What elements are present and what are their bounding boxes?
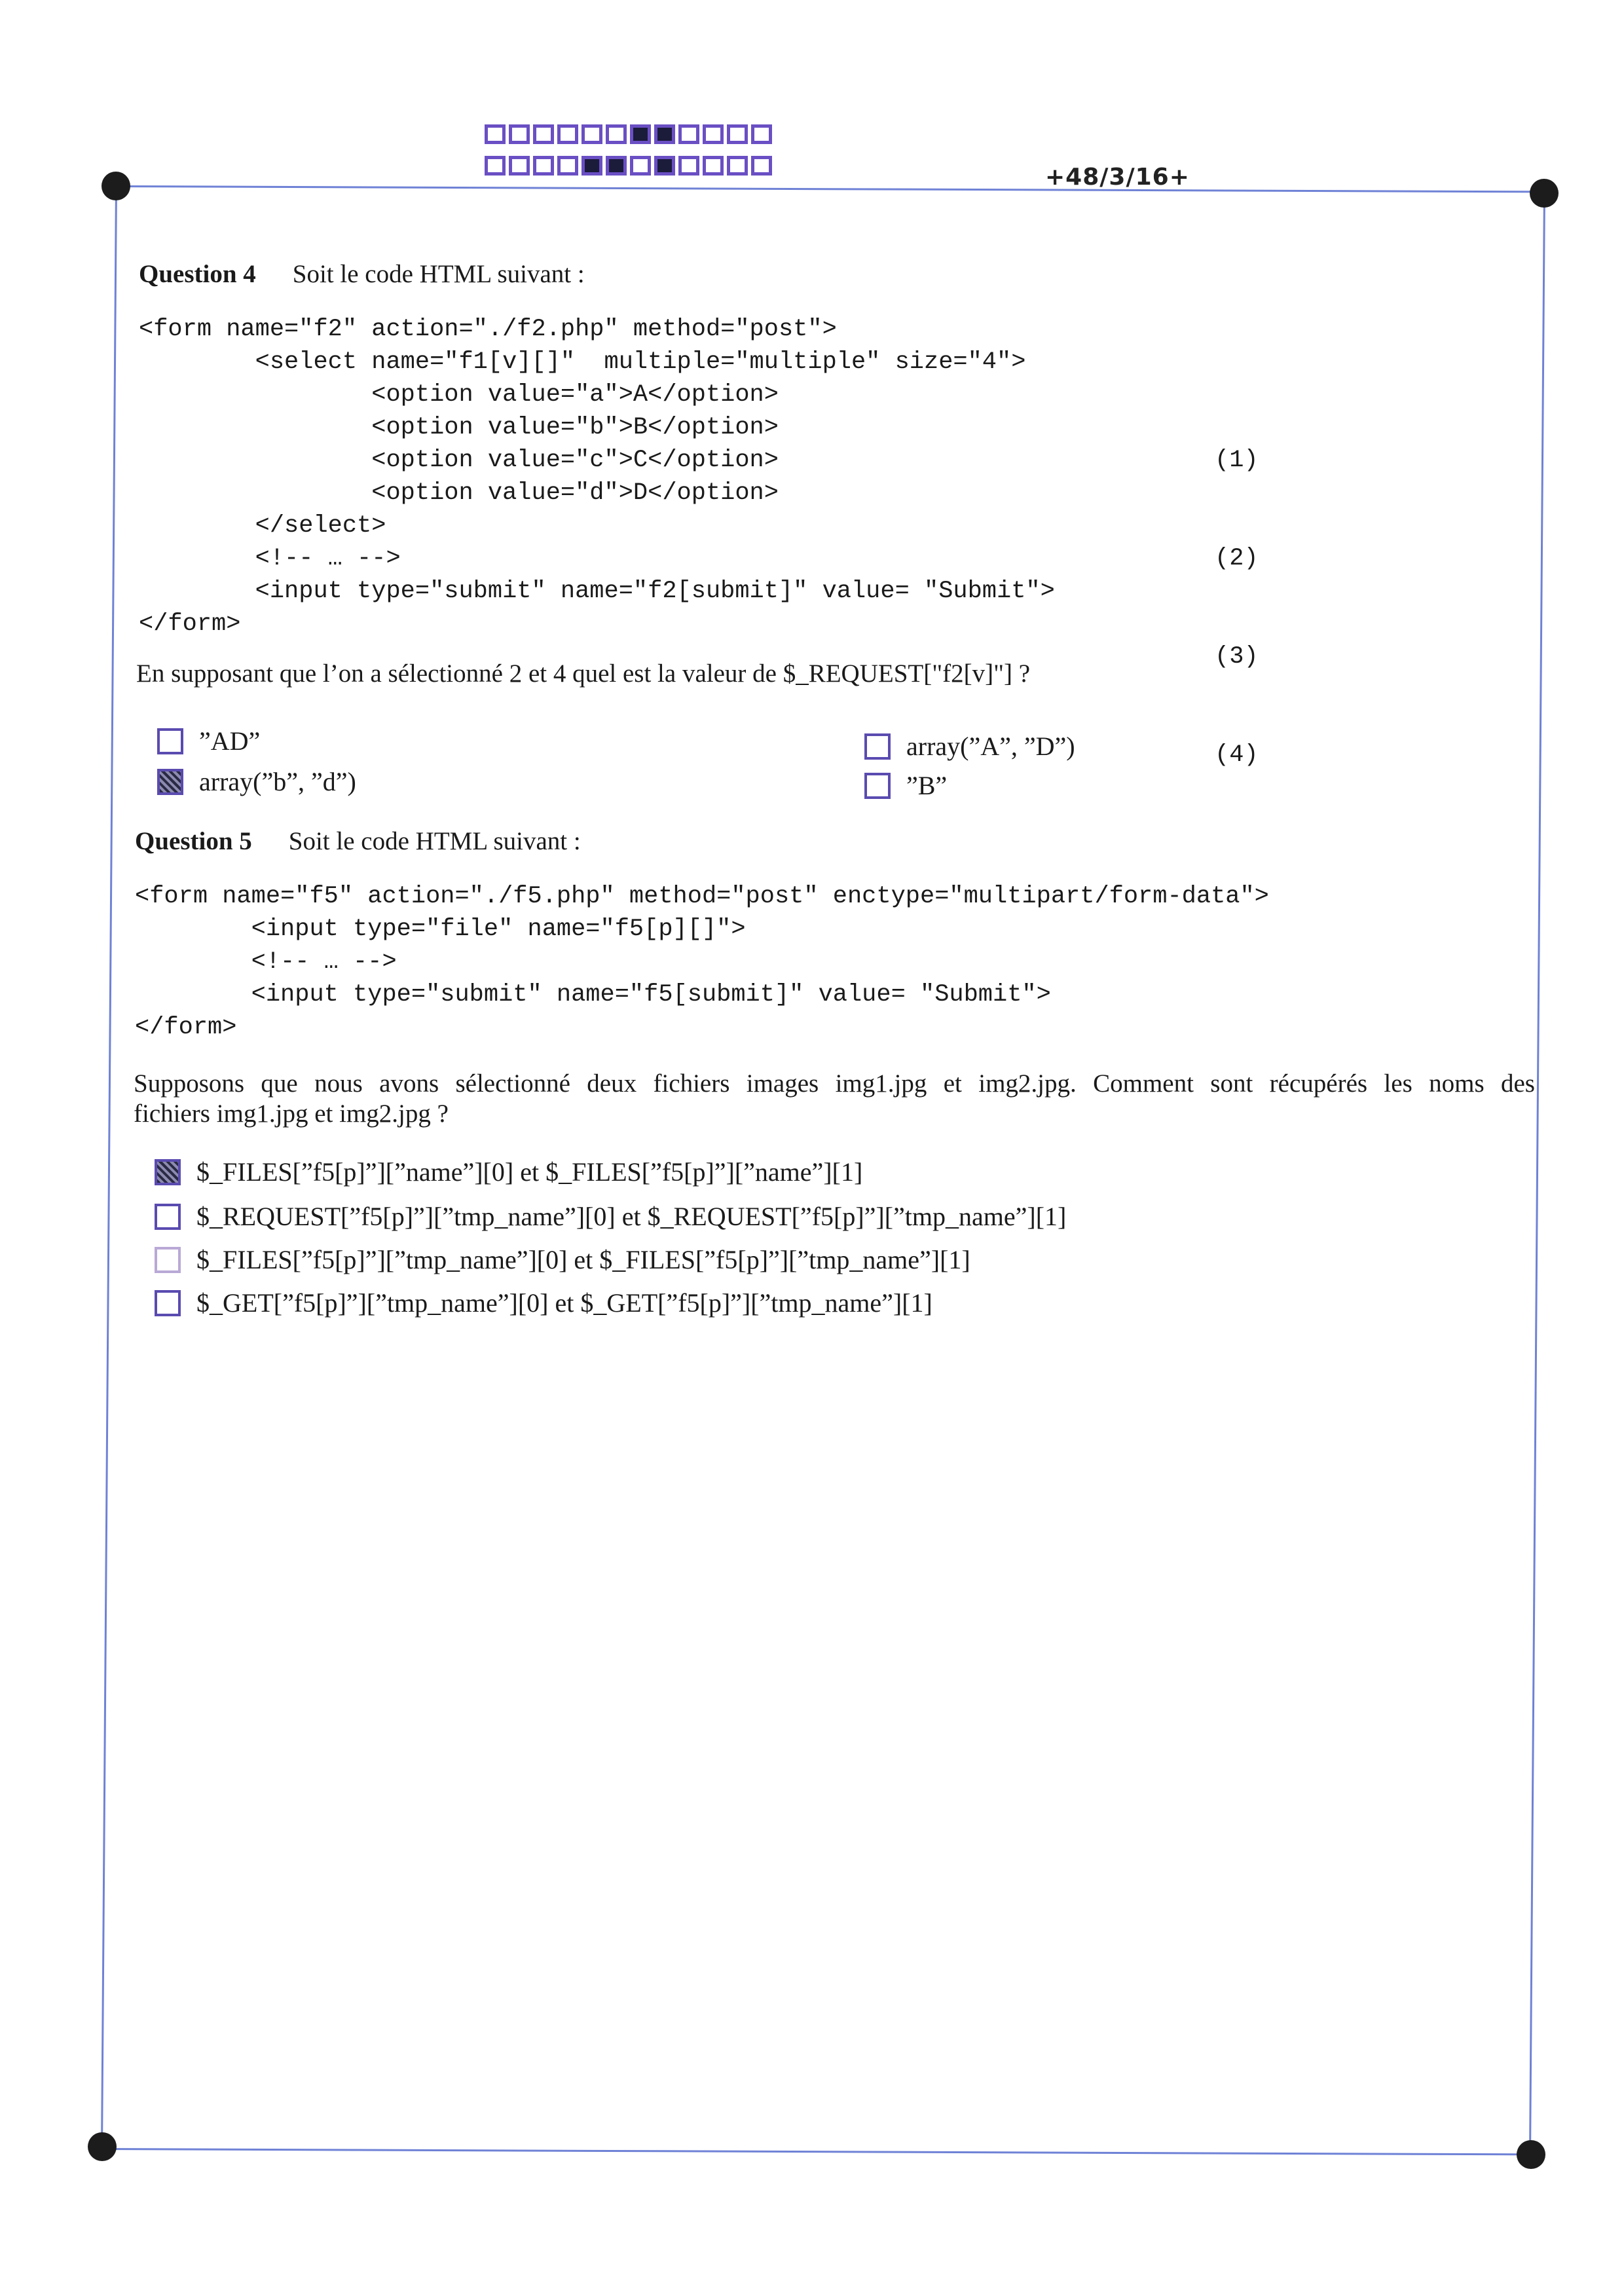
frame-bottom-line: [102, 2148, 1530, 2155]
frame-left-line: [101, 186, 117, 2148]
code-line: <option value="b">B</option>: [139, 414, 779, 441]
option-line-numbers: [1215, 379, 1259, 804]
id-code-cell: [654, 124, 675, 144]
code-line: <select name="f1[v][]" multiple="multiple" size="4">: [139, 348, 1026, 376]
id-code-cell: [581, 156, 602, 176]
choice-label: ”AD”: [199, 726, 261, 756]
id-code-cell: [485, 156, 506, 176]
id-code-cell: [606, 124, 627, 144]
question-5-code-block: [135, 880, 1269, 1044]
checkbox-checked[interactable]: [155, 1159, 181, 1185]
checkbox[interactable]: [155, 1290, 181, 1316]
code-line: <option value="d">D</option>: [139, 479, 779, 507]
question-5-prompt-line-1: Supposons que nous avons sélectionné deux fichiers images img1.jpg et img2.jpg. Comment sont récupérés les noms des: [134, 1069, 1535, 1098]
id-code-cell: [630, 156, 651, 176]
code-line: <form name="f2" action="./f2.php" method="post">: [139, 316, 837, 343]
id-code-cell: [727, 124, 748, 144]
checkbox[interactable]: [155, 1247, 181, 1273]
page-id-code-row-2: [485, 156, 772, 176]
code-line: </form>: [135, 1014, 237, 1041]
checkbox[interactable]: [157, 728, 183, 754]
code-line: </form>: [139, 610, 241, 638]
id-code-cell: [678, 156, 699, 176]
checkbox-checked[interactable]: [157, 769, 183, 795]
id-code-cell: [703, 124, 724, 144]
code-line: <!-- … -->: [139, 545, 401, 572]
id-code-cell: [654, 156, 675, 176]
question-5-prompt-line-2: fichiers img1.jpg et img2.jpg ?: [134, 1100, 449, 1128]
choice-label: $_GET[”f5[p]”][”tmp_name”][0] et $_GET[”f5[p]”][”tmp_name”][1]: [196, 1288, 932, 1318]
id-code-cell: [557, 156, 578, 176]
question-4-code-block: [139, 313, 1055, 640]
id-code-cell: [678, 124, 699, 144]
q5-choice-4[interactable]: [155, 1287, 932, 1318]
code-line: <input type="submit" name="f2[submit]" value= "Submit">: [139, 578, 1055, 605]
code-line: <option value="c">C</option>: [139, 447, 779, 474]
id-code-cell: [485, 124, 506, 144]
choice-label: $_REQUEST[”f5[p]”][”tmp_name”][0] et $_REQUEST[”f5[p]”][”tmp_name”][1]: [196, 1202, 1067, 1231]
question-4-prompt: En supposant que l’on a sélectionné 2 et 4 quel est la valeur de $_REQUEST["f2[v]"] ?: [136, 659, 1031, 688]
id-code-cell: [703, 156, 724, 176]
page-id: +48/3/16+: [1045, 164, 1190, 191]
line-number: (1): [1215, 447, 1259, 474]
question-5-heading: [135, 826, 581, 856]
corner-mark-bottom-left: [88, 2132, 117, 2161]
code-line: <form name="f5" action="./f5.php" method="post" enctype="multipart/form-data">: [135, 883, 1269, 910]
q4-choice-4[interactable]: [864, 770, 947, 801]
q5-choice-1[interactable]: [155, 1157, 862, 1187]
checkbox[interactable]: [864, 773, 891, 799]
q4-choice-1[interactable]: [157, 726, 260, 756]
code-line: <!-- … -->: [135, 948, 397, 976]
question-5-label: Question 5: [135, 827, 252, 855]
line-number: (3): [1215, 643, 1259, 671]
frame-right-line: [1529, 191, 1545, 2155]
id-code-cell: [606, 156, 627, 176]
id-code-cell: [509, 156, 530, 176]
q4-choice-3[interactable]: [864, 731, 1075, 762]
code-line: <option value="a">A</option>: [139, 381, 779, 409]
id-code-cell: [509, 124, 530, 144]
id-code-cell: [727, 156, 748, 176]
id-code-cell: [751, 156, 772, 176]
q4-choice-2[interactable]: [157, 766, 356, 797]
q5-choice-3[interactable]: [155, 1244, 970, 1275]
id-code-cell: [630, 124, 651, 144]
question-4-heading: [139, 259, 585, 289]
choice-label: array(”A”, ”D”): [906, 731, 1075, 761]
question-4-label: Question 4: [139, 260, 256, 288]
code-line: <input type="submit" name="f5[submit]" value= "Submit">: [135, 981, 1051, 1009]
question-5-prompt: [134, 1069, 1535, 1129]
corner-mark-top-right: [1530, 179, 1559, 208]
id-code-cell: [751, 124, 772, 144]
id-code-cell: [533, 124, 554, 144]
question-5-intro: Soit le code HTML suivant :: [288, 827, 581, 855]
line-number: (4): [1215, 741, 1259, 769]
code-line: <input type="file" name="f5[p][]">: [135, 916, 746, 943]
id-code-cell: [533, 156, 554, 176]
line-number: (2): [1215, 545, 1259, 572]
choice-label: $_FILES[”f5[p]”][”tmp_name”][0] et $_FILES[”f5[p]”][”tmp_name”][1]: [196, 1245, 970, 1274]
checkbox[interactable]: [864, 733, 891, 760]
page-id-code-row-1: [485, 124, 772, 144]
q5-choice-2[interactable]: [155, 1201, 1066, 1232]
corner-mark-top-left: [101, 172, 130, 200]
id-code-cell: [557, 124, 578, 144]
frame-top-line: [117, 185, 1544, 193]
choice-label: $_FILES[”f5[p]”][”name”][0] et $_FILES[”f5[p]”][”name”][1]: [196, 1157, 863, 1187]
code-line: </select>: [139, 512, 386, 540]
checkbox[interactable]: [155, 1204, 181, 1230]
corner-mark-bottom-right: [1517, 2140, 1545, 2169]
choice-label: array(”b”, ”d”): [199, 767, 356, 796]
question-4-intro: Soit le code HTML suivant :: [292, 260, 585, 288]
choice-label: ”B”: [906, 771, 948, 800]
id-code-cell: [581, 124, 602, 144]
